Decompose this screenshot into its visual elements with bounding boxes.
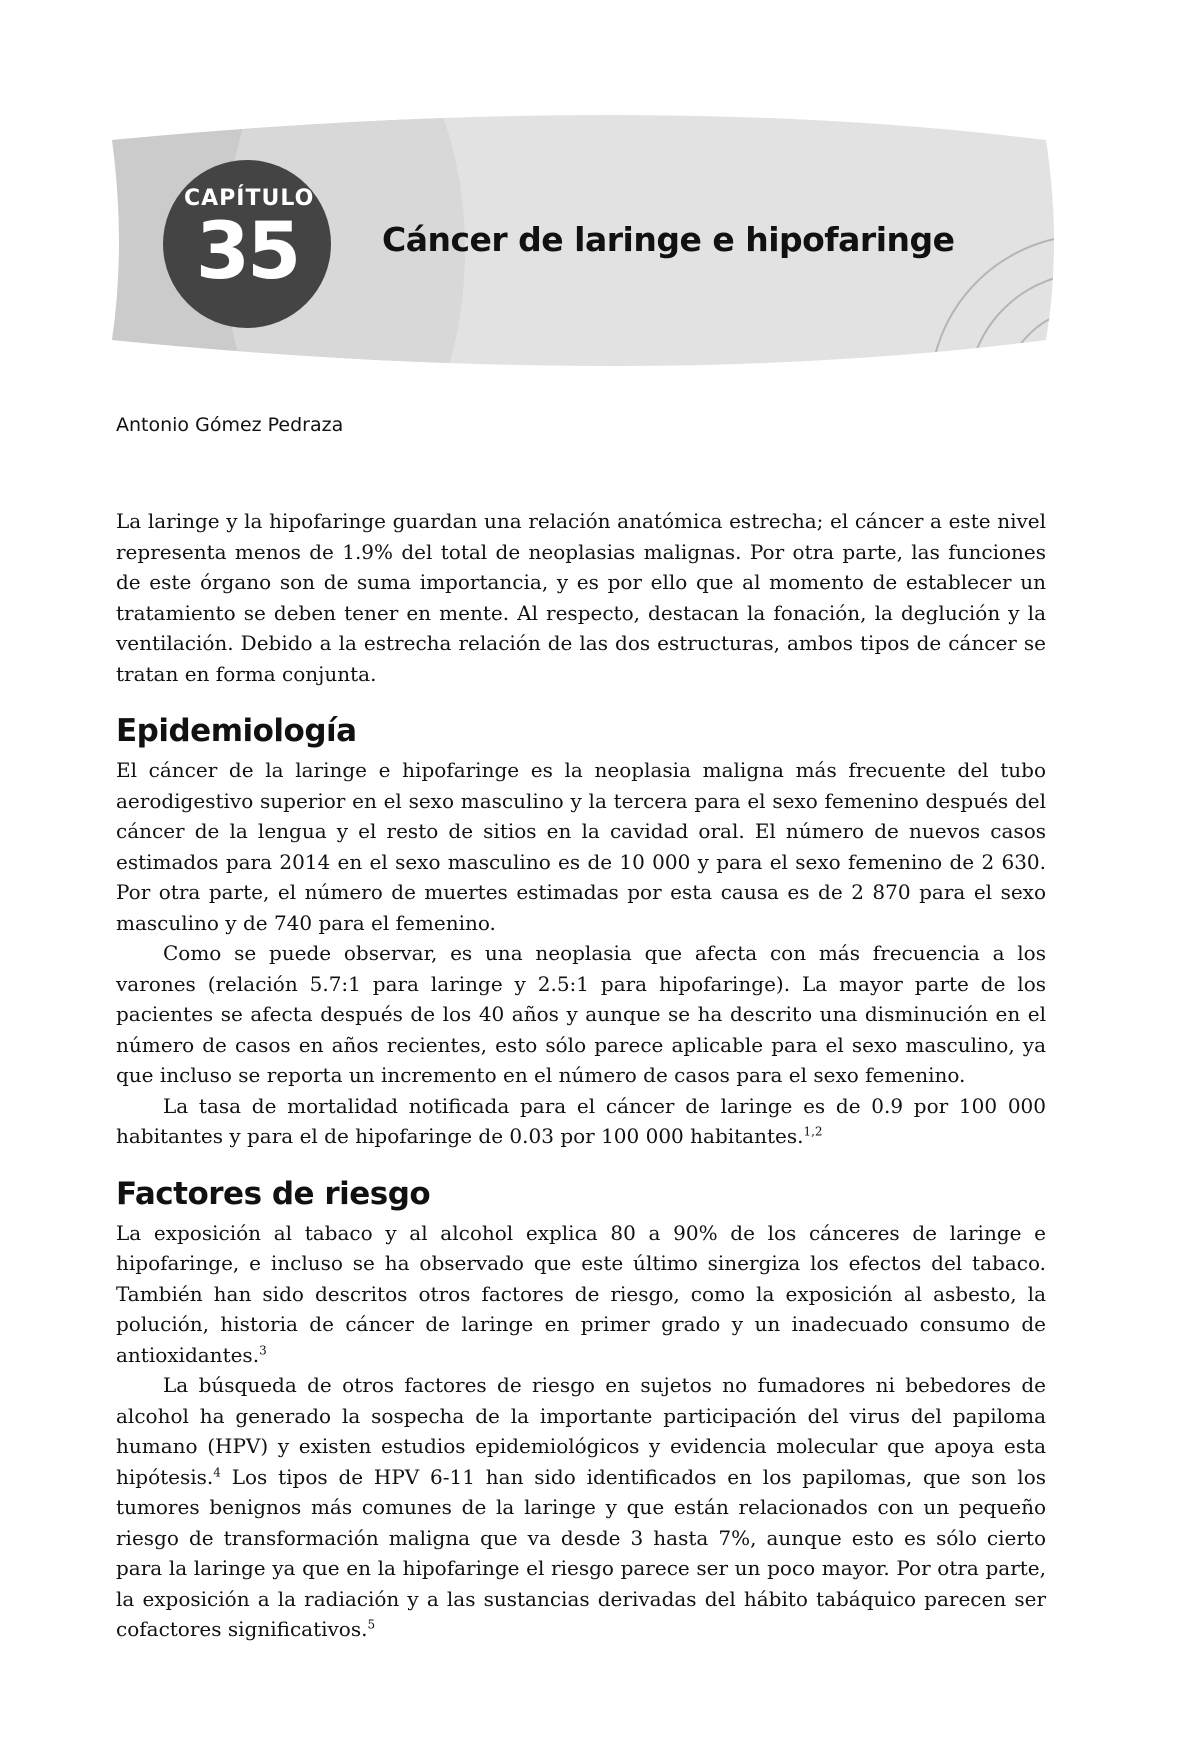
section-heading-factores: Factores de riesgo — [116, 1175, 431, 1212]
factores-paragraph-2-text-a: La búsqueda de otros factores de riesgo en sujetos no fumadores ni bebedores de alcohol ha generado la sospecha de la importante participación del virus del papiloma humano (HPV) y existen estudios epidemiológicos y evidencia molecular que apoya esta hipótesis. — [116, 1373, 1046, 1489]
reference-superscript: 3 — [259, 1342, 267, 1357]
epidemiologia-paragraph-2: Como se puede observar, es una neoplasia que afecta con más frecuencia a los varones (relación 5.7:1 para laringe y 2.5:1 para hipofaringe). La mayor parte de los pacientes se afecta después de los 40 años y aunque se ha descrito una disminución en el número de casos en años recientes, esto sólo parece aplicable para el sexo masculino, ya que incluso se reporta un incremento en el número de casos para el sexo femenino. — [116, 941, 1046, 1087]
factores-paragraph-2-text-b: Los tipos de HPV 6-11 han sido identificados en los papilomas, que son los tumores benignos más comunes de la laringe y que están relacionados con un pequeño riesgo de transformación maligna que va desde 3 hasta 7%, aunque esto es sólo cierto para la laringe ya que en la hipofaringe el riesgo parece ser un poco mayor. Por otra parte, la exposición a la radiación y a las sustancias derivadas del hábito tabáquico parecen ser cofactores significativos. — [116, 1464, 1046, 1641]
chapter-label: CAPÍTULO — [184, 186, 315, 211]
chapter-number: 35 — [195, 207, 299, 297]
chapter-body — [116, 506, 1046, 1645]
epidemiologia-paragraph-1: El cáncer de la laringe e hipofaringe es la neoplasia maligna más frecuente del tubo aerodigestivo superior en el sexo masculino y la tercera para el sexo femenino después del cáncer de la lengua y el resto de sitios en la cavidad oral. El número de nuevos casos estimados para 2014 en el sexo masculino es de 10 000 y para el sexo femenino de 2 630. Por otra parte, el número de muertes estimadas por esta causa es de 2 870 para el sexo masculino y de 740 para el femenino. — [116, 758, 1046, 935]
reference-superscript: 1,2 — [803, 1124, 823, 1139]
chapter-title: Cáncer de laringe e hipofaringe — [382, 220, 955, 259]
reference-superscript: 4 — [213, 1464, 221, 1479]
author-name: Antonio Gómez Pedraza — [116, 414, 344, 436]
factores-paragraph-1-text: La exposición al tabaco y al alcohol explica 80 a 90% de los cánceres de laringe e hipofaringe, e incluso se ha observado que este último sinergiza los efectos del tabaco. También han sido descritos otros factores de riesgo, como la exposición al asbesto, la polución, historia de cáncer de laringe en primer grado y un inadecuado consumo de antioxidantes. — [116, 1220, 1046, 1367]
epidemiologia-paragraph-3 — [116, 1091, 1046, 1152]
factores-paragraph-2 — [116, 1370, 1046, 1645]
section-heading-epidemiologia: Epidemiología — [116, 713, 357, 749]
reference-superscript: 5 — [367, 1617, 376, 1632]
factores-paragraph-1 — [116, 1218, 1046, 1371]
intro-paragraph: La laringe y la hipofaringe guardan una relación anatómica estrecha; el cáncer a este nivel representa menos de 1.9% del total de neoplasias malignas. Por otra parte, las funciones de este órgano son de suma importancia, y es por ello que al momento de establecer un tratamiento se deben tener en mente. Al respecto, destacan la fonación, la deglución y la ventilación. Debido a la estrecha relación de las dos estructuras, ambos tipos de cáncer se tratan en forma conjunta. — [116, 509, 1046, 686]
epidemiologia-paragraph-3-text: La tasa de mortalidad notificada para el cáncer de laringe es de 0.9 por 100 000 habitantes y para el de hipofaringe de 0.03 por 100 000 habitantes. — [116, 1093, 1046, 1148]
